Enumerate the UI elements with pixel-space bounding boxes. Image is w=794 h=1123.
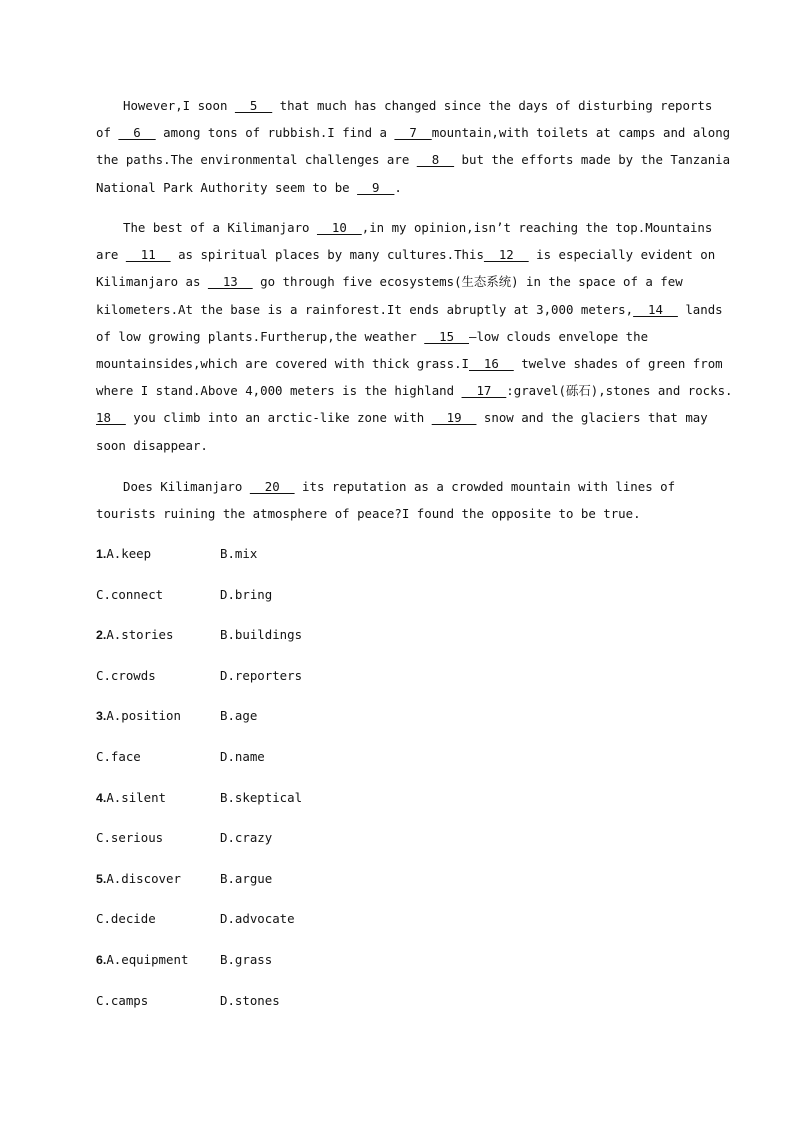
option-a-text: A.equipment: [106, 952, 189, 967]
answer-blank: 11: [125, 247, 171, 263]
text-line: [96, 214, 716, 241]
option-a-text: A.position: [106, 708, 181, 724]
question-number: 3.: [96, 709, 107, 724]
text-line: [96, 92, 716, 119]
text-run: .: [394, 179, 402, 195]
question-number: 5.: [96, 871, 107, 886]
text-run: as spiritual places by many cultures.This: [170, 247, 484, 263]
question-number: 1.: [96, 547, 107, 561]
option-a[interactable]: [96, 706, 181, 726]
question-number: 6.: [96, 953, 107, 967]
option-a[interactable]: [96, 788, 166, 808]
option-b[interactable]: B.buildings: [220, 627, 303, 643]
answer-blank: 15: [424, 328, 469, 344]
paragraph-3: [96, 473, 716, 527]
option-a[interactable]: [96, 625, 173, 645]
option-a[interactable]: [96, 544, 151, 564]
option-d[interactable]: D.name: [220, 749, 265, 764]
text-run: snow and the glaciers that may: [476, 410, 708, 426]
text-line: [96, 174, 716, 201]
option-a-text: A.keep: [106, 546, 152, 561]
text-run: :gravel(砾石),stones and rocks.: [506, 383, 733, 399]
answer-blank: 5: [234, 98, 273, 113]
paragraph-2: [96, 214, 733, 459]
text-run: mountain,with toilets at camps and along: [431, 125, 731, 141]
answer-blank: 17: [461, 383, 507, 399]
text-run: lands: [677, 301, 723, 317]
text-run: tourists ruining the atmosphere of peace?I found the opposite to be true.: [96, 506, 641, 522]
text-run: Does Kilimanjaro: [123, 479, 250, 494]
option-d[interactable]: D.reporters: [220, 667, 303, 683]
text-line: [96, 119, 731, 146]
option-c[interactable]: C.connect: [96, 586, 164, 602]
text-run: However,I soon: [123, 98, 235, 113]
text-line: [96, 432, 716, 459]
text-run: is especially evident on: [528, 247, 716, 263]
answer-blank: 16: [469, 355, 514, 371]
option-a-text: A.stories: [106, 627, 174, 643]
answer-blank: 14: [633, 301, 678, 317]
option-a[interactable]: [96, 869, 181, 889]
option-b[interactable]: B.skeptical: [220, 789, 303, 805]
answer-blank: 9: [357, 179, 395, 195]
answer-blank: 7: [394, 125, 432, 141]
text-run: kilometers.At the base is a rainforest.It ends abruptly at 3,000 meters,: [96, 301, 634, 317]
text-run: its reputation as a crowded mountain with lines of: [294, 479, 676, 494]
option-b[interactable]: B.mix: [220, 546, 258, 561]
text-line: [96, 404, 716, 431]
paragraph-1: [96, 92, 731, 201]
text-line: [96, 241, 716, 268]
text-run: The best of a Kilimanjaro: [123, 220, 317, 235]
option-d[interactable]: D.advocate: [220, 911, 295, 927]
text-run: where I stand.Above 4,000 meters is the highland: [96, 383, 462, 399]
answer-blank: 18: [96, 410, 126, 426]
question-number: 4.: [96, 790, 107, 805]
answer-blank: 6: [118, 125, 156, 141]
text-run: the paths.The environmental challenges are: [96, 152, 417, 168]
text-line: [96, 323, 716, 350]
answer-blank: 20: [249, 479, 295, 494]
option-c[interactable]: C.serious: [96, 830, 164, 846]
text-line: [96, 377, 733, 404]
answer-blank: 10: [316, 220, 362, 235]
option-a[interactable]: [96, 950, 188, 970]
option-c[interactable]: C.face: [96, 749, 141, 764]
text-run: mountainsides,which are covered with thick grass.I: [96, 355, 469, 371]
text-run: you climb into an arctic-like zone with: [125, 410, 432, 426]
answer-blank: 13: [207, 274, 253, 290]
text-run: —low clouds envelope the: [469, 328, 649, 344]
answer-blank: 19: [431, 410, 477, 426]
option-d[interactable]: D.stones: [220, 992, 280, 1008]
text-run: soon disappear.: [96, 437, 208, 453]
text-run: twelve shades of green from: [513, 355, 723, 371]
text-line: [96, 473, 716, 500]
text-run: but the efforts made by the Tanzania: [454, 152, 731, 168]
text-run: that much has changed since the days of disturbing reports: [272, 98, 713, 113]
answer-blank: 8: [416, 152, 455, 168]
option-b[interactable]: B.age: [220, 708, 258, 724]
option-d[interactable]: D.crazy: [220, 830, 273, 846]
text-run: among tons of rubbish.I find a: [155, 125, 395, 141]
option-d[interactable]: D.bring: [220, 586, 273, 602]
text-run: go through five ecosystems(生态系统) in the space of a few: [252, 274, 683, 290]
text-run: are: [96, 247, 126, 263]
option-b[interactable]: B.argue: [220, 870, 273, 886]
text-run: ,in my opinion,isn’t reaching the top.Mountains: [361, 220, 713, 235]
text-run: of low growing plants.Furtherup,the weather: [96, 328, 425, 344]
option-b[interactable]: B.grass: [220, 952, 273, 967]
option-a-text: A.silent: [106, 789, 167, 805]
question-number: 2.: [96, 628, 107, 643]
answer-blank: 12: [483, 247, 529, 263]
text-run: of: [96, 125, 119, 141]
option-c[interactable]: C.crowds: [96, 667, 156, 683]
option-a-text: A.discover: [106, 870, 181, 886]
text-line: [96, 350, 723, 377]
option-c[interactable]: C.decide: [96, 911, 156, 927]
text-line: [96, 146, 731, 173]
text-line: [96, 268, 716, 295]
text-run: National Park Authority seem to be: [96, 179, 358, 195]
text-line: [96, 296, 723, 323]
text-run: Kilimanjaro as: [96, 274, 208, 290]
option-c[interactable]: C.camps: [96, 992, 149, 1008]
text-line: [96, 500, 716, 527]
